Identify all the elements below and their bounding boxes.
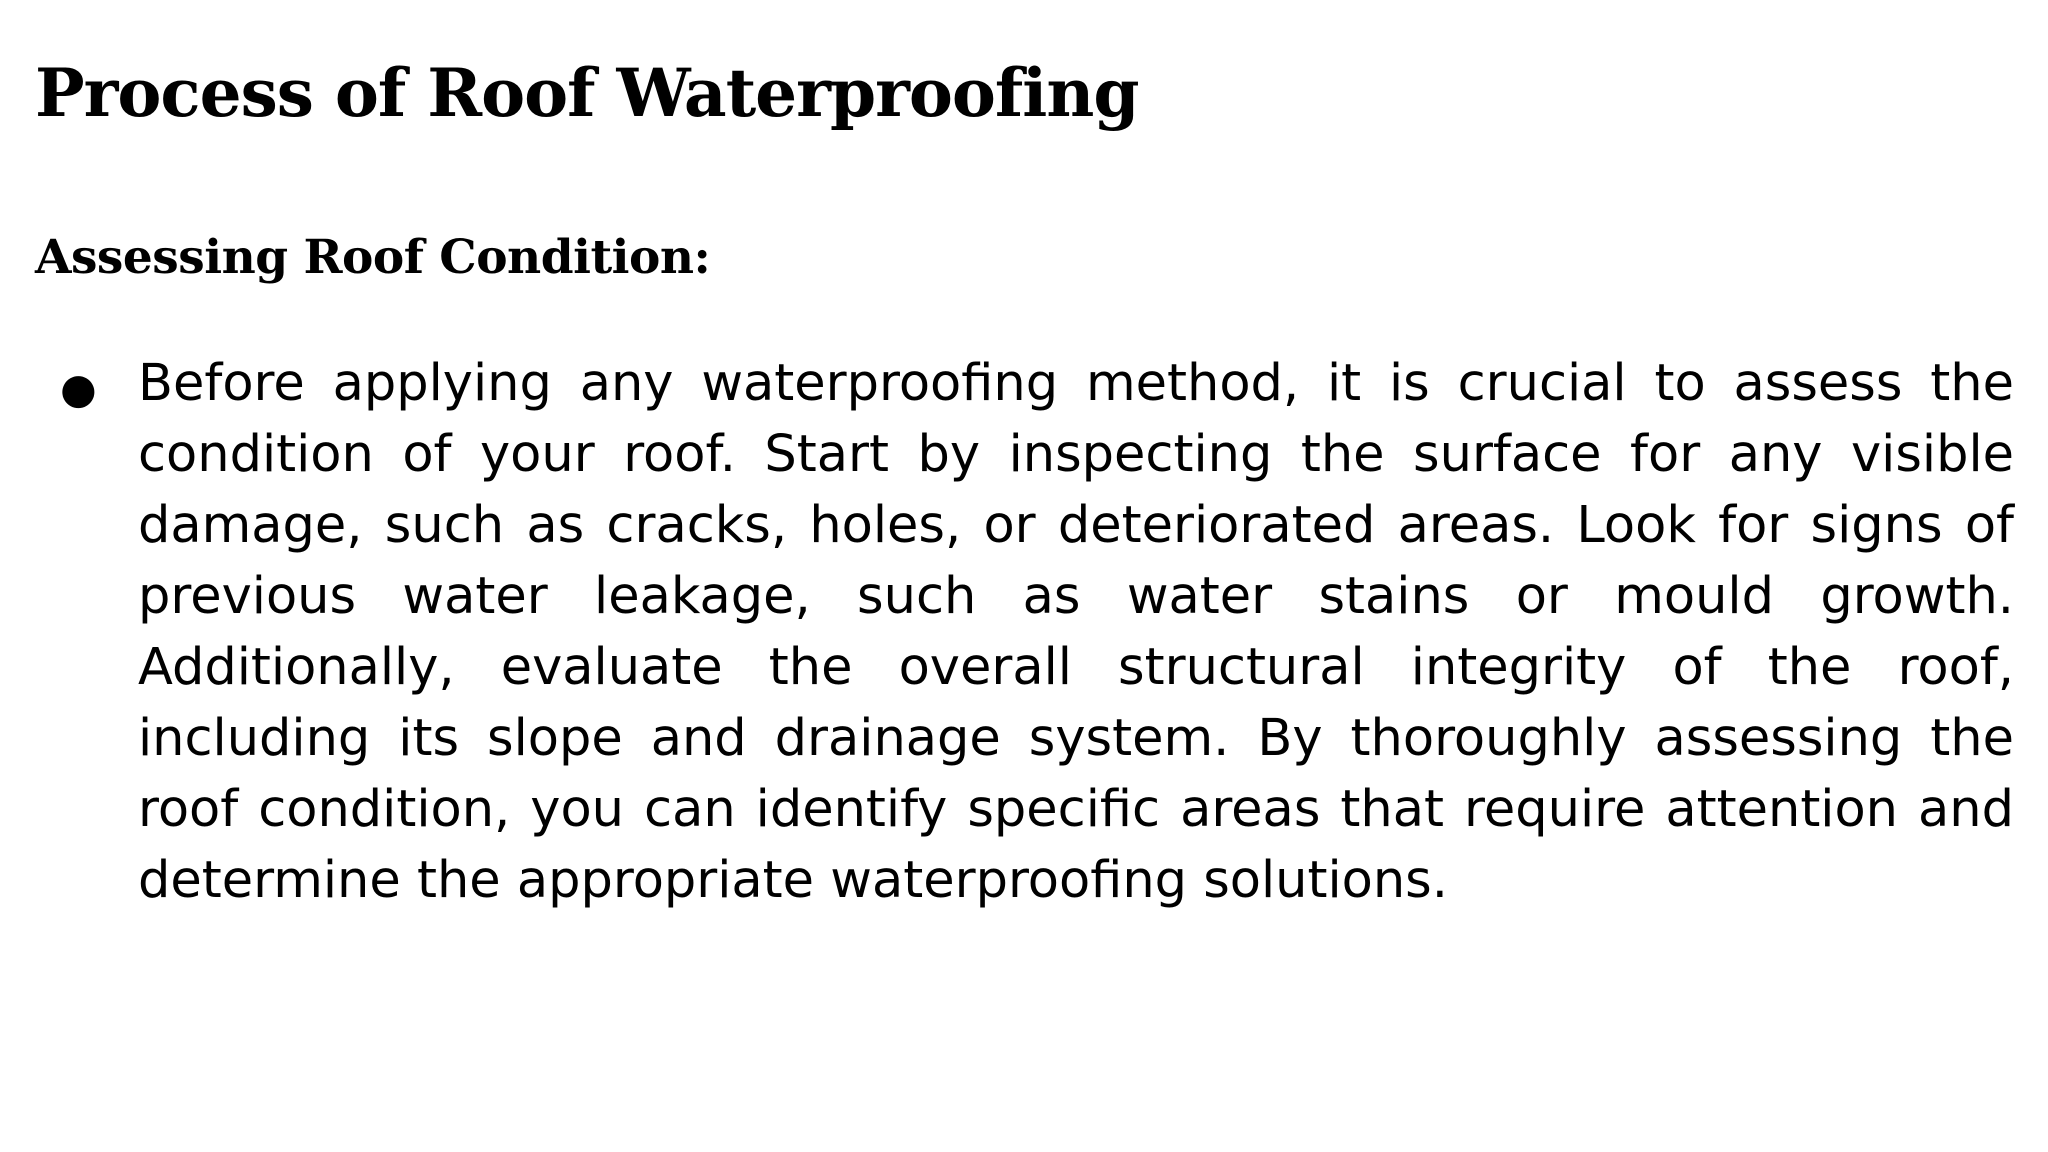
section-heading: Assessing Roof Condition: xyxy=(35,230,711,285)
page-title: Process of Roof Waterproofing xyxy=(35,54,1139,132)
bullet-paragraph: Before applying any waterproofing method, it is crucial to assess the condition of your roof. Start by inspecting the surface for any visible damage, such as cracks, holes, or deteriorated areas. Look for signs of previous water leakage, such as water stains or mould growth. Additionally, evaluate the overall structural integrity of the roof, including its slope and drainage system. By thoroughly assessing the roof condition, you can identify specific areas that require attention and determine the appropriate waterproofing solutions. xyxy=(138,354,2014,910)
bullet-icon: ● xyxy=(60,364,97,413)
